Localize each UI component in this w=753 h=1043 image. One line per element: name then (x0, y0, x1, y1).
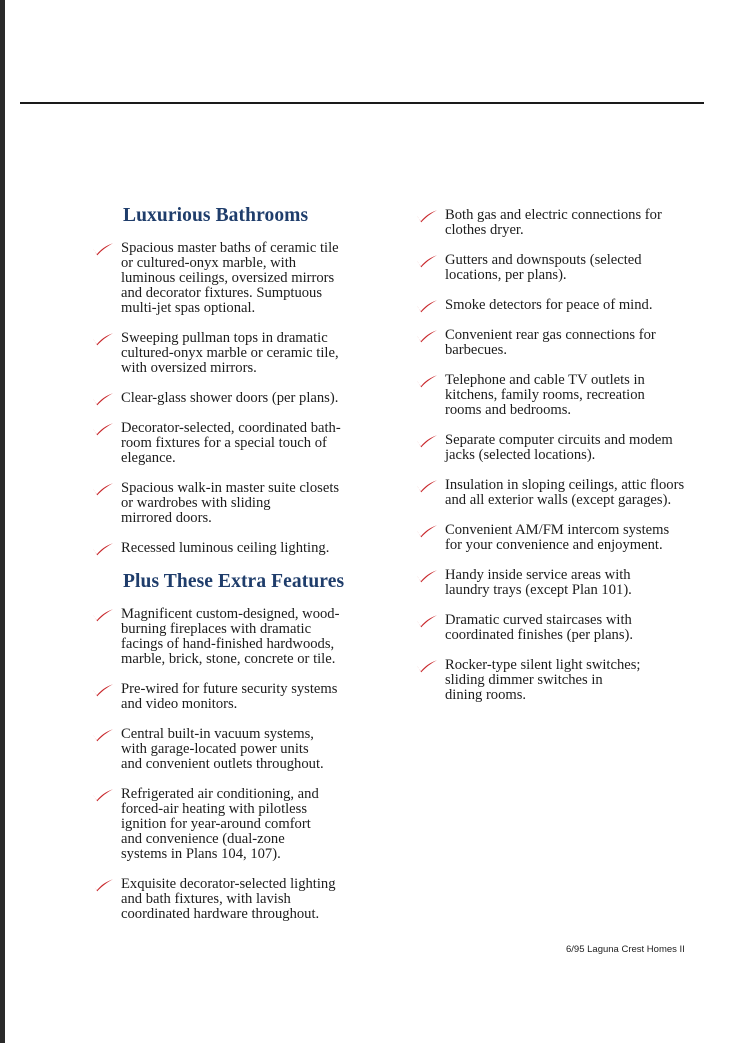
list-item (416, 253, 716, 283)
list-item (92, 607, 372, 667)
checkmark-icon (416, 479, 438, 493)
list-item-text: Spacious walk-in master suite closets or wardrobes with sliding mirrored doors. (121, 480, 340, 526)
checkmark-icon (416, 569, 438, 583)
list-item (416, 613, 716, 643)
checkmark-icon (92, 242, 114, 256)
checkmark-icon (416, 659, 438, 673)
checkmark-icon (416, 434, 438, 448)
list-item-text: Spacious master baths of ceramic tile or cultured-onyx marble, with luminous ceilings, oversized mirrors and decorator fixtures. Sumptuous multi-jet spas optional. (121, 240, 339, 316)
page-footer: 6/95 Laguna Crest Homes II (566, 944, 685, 955)
bathrooms-list (92, 241, 372, 556)
list-item (416, 478, 716, 508)
list-item-text: Dramatic curved staircases with coordinated finishes (per plans). (445, 612, 634, 643)
checkmark-icon (416, 329, 438, 343)
list-item-text: Decorator-selected, coordinated bath- room fixtures for a special touch of elegance. (121, 420, 341, 466)
checkmark-icon (416, 254, 438, 268)
checkmark-icon (416, 299, 438, 313)
page-edge-shadow (0, 0, 5, 1043)
checkmark-icon (416, 614, 438, 628)
list-item-text: Refrigerated air conditioning, and forced-air heating with pilotless ignition for year-around comfort and convenience (dual-zone systems in Plans 104, 107). (121, 786, 319, 862)
list-item (92, 421, 372, 466)
list-item-text: Pre-wired for future security systems and video monitors. (121, 681, 338, 712)
list-item-text: Sweeping pullman tops in dramatic cultured-onyx marble or ceramic tile, with oversized mirrors. (121, 330, 339, 376)
list-item-text: Exquisite decorator-selected lighting and bath fixtures, with lavish coordinated hardware throughout. (121, 876, 336, 922)
list-item (416, 373, 716, 418)
list-item (92, 877, 372, 922)
list-item-text: Central built-in vacuum systems, with garage-located power units and convenient outlets throughout. (121, 726, 324, 772)
list-item-text: Both gas and electric connections for clothes dryer. (445, 207, 662, 238)
list-item (416, 523, 716, 553)
list-item (92, 541, 372, 556)
list-item (416, 208, 716, 238)
extras-list (92, 607, 372, 922)
list-item (92, 787, 372, 862)
checkmark-icon (92, 788, 114, 802)
list-item (416, 658, 716, 703)
list-item (92, 331, 372, 376)
top-rule-divider (20, 102, 704, 104)
list-item-text: Insulation in sloping ceilings, attic floors and all exterior walls (except garages). (445, 477, 685, 508)
list-item-text: Rocker-type silent light switches; sliding dimmer switches in dining rooms. (445, 657, 641, 703)
checkmark-icon (92, 878, 114, 892)
list-item (416, 433, 716, 463)
checkmark-icon (92, 332, 114, 346)
section-heading-extras: Plus These Extra Features (123, 571, 345, 592)
list-item-text: Magnificent custom-designed, wood- burning fireplaces with dramatic facings of hand-finished hardwoods, marble, brick, stone, concrete or tile. (121, 606, 340, 667)
list-item (416, 298, 716, 313)
list-item-text: Smoke detectors for peace of mind. (445, 297, 653, 313)
list-item-text: Handy inside service areas with laundry trays (except Plan 101). (445, 567, 632, 598)
list-item-text: Clear-glass shower doors (per plans). (121, 390, 339, 406)
list-item-text: Convenient AM/FM intercom systems for your convenience and enjoyment. (445, 522, 670, 553)
list-item-text: Gutters and downspouts (selected locations, per plans). (445, 252, 642, 283)
checkmark-icon (92, 482, 114, 496)
checkmark-icon (416, 524, 438, 538)
list-item-text: Separate computer circuits and modem jacks (selected locations). (445, 432, 673, 463)
more-features-list (416, 208, 716, 703)
list-item (416, 328, 716, 358)
checkmark-icon (92, 542, 114, 556)
list-item (92, 391, 372, 406)
checkmark-icon (416, 209, 438, 223)
list-item-text: Convenient rear gas connections for barbecues. (445, 327, 656, 358)
list-item (92, 727, 372, 772)
list-item-text: Telephone and cable TV outlets in kitchens, family rooms, recreation rooms and bedrooms. (445, 372, 645, 418)
list-item (92, 481, 372, 526)
checkmark-icon (92, 728, 114, 742)
right-column (416, 208, 716, 718)
list-item-text: Recessed luminous ceiling lighting. (121, 540, 330, 556)
list-item (92, 682, 372, 712)
checkmark-icon (416, 374, 438, 388)
section-heading-bathrooms: Luxurious Bathrooms (123, 205, 309, 226)
checkmark-icon (92, 683, 114, 697)
left-column (92, 205, 372, 937)
checkmark-icon (92, 608, 114, 622)
list-item (92, 241, 372, 316)
checkmark-icon (92, 422, 114, 436)
checkmark-icon (92, 392, 114, 406)
list-item (416, 568, 716, 598)
